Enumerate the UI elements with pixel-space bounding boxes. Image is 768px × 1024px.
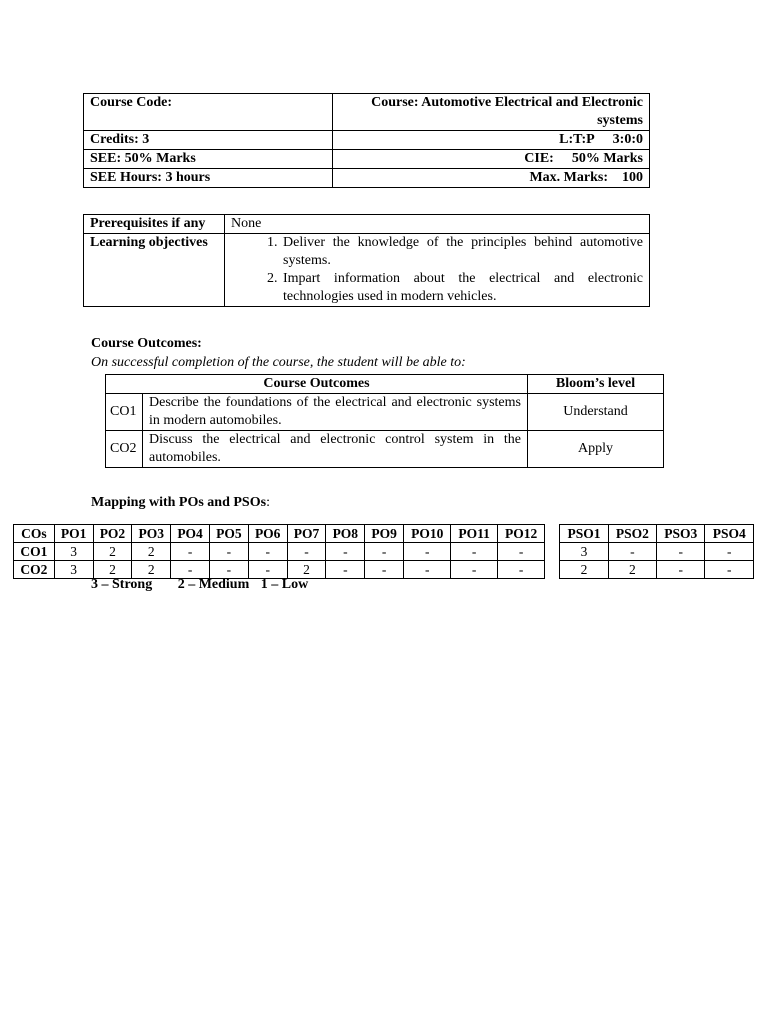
header-po6: PO6 <box>248 525 287 543</box>
see-cell: SEE: 50% Marks <box>84 150 333 169</box>
learning-objectives-list <box>231 234 643 306</box>
ltp-label: L:T:P <box>559 132 595 147</box>
header-po3: PO3 <box>132 525 171 543</box>
header-po10: PO10 <box>404 525 451 543</box>
pso-cell: 3 <box>560 543 608 561</box>
table-gap <box>545 543 560 561</box>
header-cos: COs <box>14 525 55 543</box>
header-pso1: PSO1 <box>560 525 608 543</box>
co-code: CO2 <box>106 431 143 468</box>
objective-item: 1. Deliver the knowledge of the principles behind automotive systems. <box>281 234 643 270</box>
po-cell: 2 <box>132 543 171 561</box>
table-gap <box>545 561 560 579</box>
header-pso2: PSO2 <box>608 525 656 543</box>
prerequisites-label: Prerequisites if any <box>84 215 225 234</box>
objective-item: 2. Impart information about the electrical and electronic technologies used in modern vehicles. <box>281 270 643 306</box>
mapping-heading-colon: : <box>266 495 270 510</box>
header-po7: PO7 <box>287 525 326 543</box>
ltp-cell <box>333 131 650 150</box>
po-cell: - <box>451 543 497 561</box>
learning-objectives-label: Learning objectives <box>84 234 225 307</box>
legend-low: 1 – Low <box>260 577 309 592</box>
header-pso4: PSO4 <box>705 525 754 543</box>
legend-strong: 3 – Strong <box>91 577 153 592</box>
po-cell: - <box>497 561 544 579</box>
max-marks-label: Max. Marks: <box>529 170 608 185</box>
co-code: CO1 <box>106 394 143 431</box>
pso-cell: - <box>608 543 656 561</box>
header-pso3: PSO3 <box>657 525 705 543</box>
po-cell: - <box>404 543 451 561</box>
course-info-table <box>83 93 650 188</box>
header-po5: PO5 <box>209 525 248 543</box>
outcomes-column-header: Course Outcomes <box>106 375 528 394</box>
header-po1: PO1 <box>54 525 93 543</box>
pso-cell: - <box>705 543 754 561</box>
po-cell: 3 <box>54 543 93 561</box>
pso-cell: - <box>705 561 754 579</box>
course-outcomes-intro: On successful completion of the course, the student will be able to: <box>91 355 466 370</box>
header-po12: PO12 <box>497 525 544 543</box>
table-gap <box>545 525 560 543</box>
po-cell: 2 <box>287 561 326 579</box>
prerequisites-table <box>83 214 650 307</box>
po-cell: - <box>497 543 544 561</box>
legend-medium: 2 – Medium <box>177 577 250 592</box>
row-co: CO2 <box>14 561 55 579</box>
po-cell: - <box>326 543 365 561</box>
po-cell: - <box>326 561 365 579</box>
po-cell: - <box>248 543 287 561</box>
bloom-level: Understand <box>528 394 664 431</box>
po-cell: - <box>287 543 326 561</box>
course-outcomes-heading: Course Outcomes: <box>91 336 202 351</box>
header-po2: PO2 <box>93 525 132 543</box>
po-cell: - <box>209 561 248 579</box>
header-po4: PO4 <box>171 525 210 543</box>
mapping-heading-text: Mapping with POs and PSOs <box>91 495 267 510</box>
pso-cell: 2 <box>608 561 656 579</box>
header-po11: PO11 <box>451 525 497 543</box>
bloom-column-header: Bloom’s level <box>528 375 664 394</box>
po-cell: - <box>404 561 451 579</box>
mapping-header-row <box>14 525 754 543</box>
po-cell: - <box>451 561 497 579</box>
header-po8: PO8 <box>326 525 365 543</box>
po-cell: - <box>248 561 287 579</box>
max-marks-value: 100 <box>622 170 643 185</box>
table-row <box>14 543 754 561</box>
header-po9: PO9 <box>365 525 404 543</box>
cie-value: 50% Marks <box>571 151 643 166</box>
max-marks-cell <box>333 169 650 188</box>
po-cell: - <box>365 561 404 579</box>
prerequisites-value: None <box>225 215 650 234</box>
po-cell: 3 <box>54 561 93 579</box>
po-cell: 2 <box>132 561 171 579</box>
po-cell: - <box>365 543 404 561</box>
table-row <box>106 394 664 431</box>
cie-cell <box>333 150 650 169</box>
course-code-cell: Course Code: <box>84 94 333 131</box>
see-hours-cell: SEE Hours: 3 hours <box>84 169 333 188</box>
po-cell: 2 <box>93 561 132 579</box>
mapping-heading <box>91 495 270 511</box>
credits-cell: Credits: 3 <box>84 131 333 150</box>
po-cell: - <box>171 543 210 561</box>
pso-cell: 2 <box>560 561 608 579</box>
row-co: CO1 <box>14 543 55 561</box>
pso-cell: - <box>657 561 705 579</box>
learning-objectives-cell <box>225 234 650 307</box>
po-cell: 2 <box>93 543 132 561</box>
co-description: Discuss the electrical and electronic control system in the automobiles. <box>143 431 528 468</box>
bloom-level: Apply <box>528 431 664 468</box>
po-cell: - <box>209 543 248 561</box>
course-title-cell: Course: Automotive Electrical and Electronic systems <box>333 94 650 131</box>
cie-label: CIE: <box>524 151 554 166</box>
po-cell: - <box>171 561 210 579</box>
table-row <box>14 561 754 579</box>
table-row <box>106 431 664 468</box>
ltp-value: 3:0:0 <box>612 132 643 147</box>
pso-cell: - <box>657 543 705 561</box>
co-description: Describe the foundations of the electrical and electronic systems in modern automobiles. <box>143 394 528 431</box>
mapping-legend <box>91 577 330 593</box>
po-pso-mapping-table <box>13 524 754 579</box>
course-outcomes-table <box>105 374 664 468</box>
